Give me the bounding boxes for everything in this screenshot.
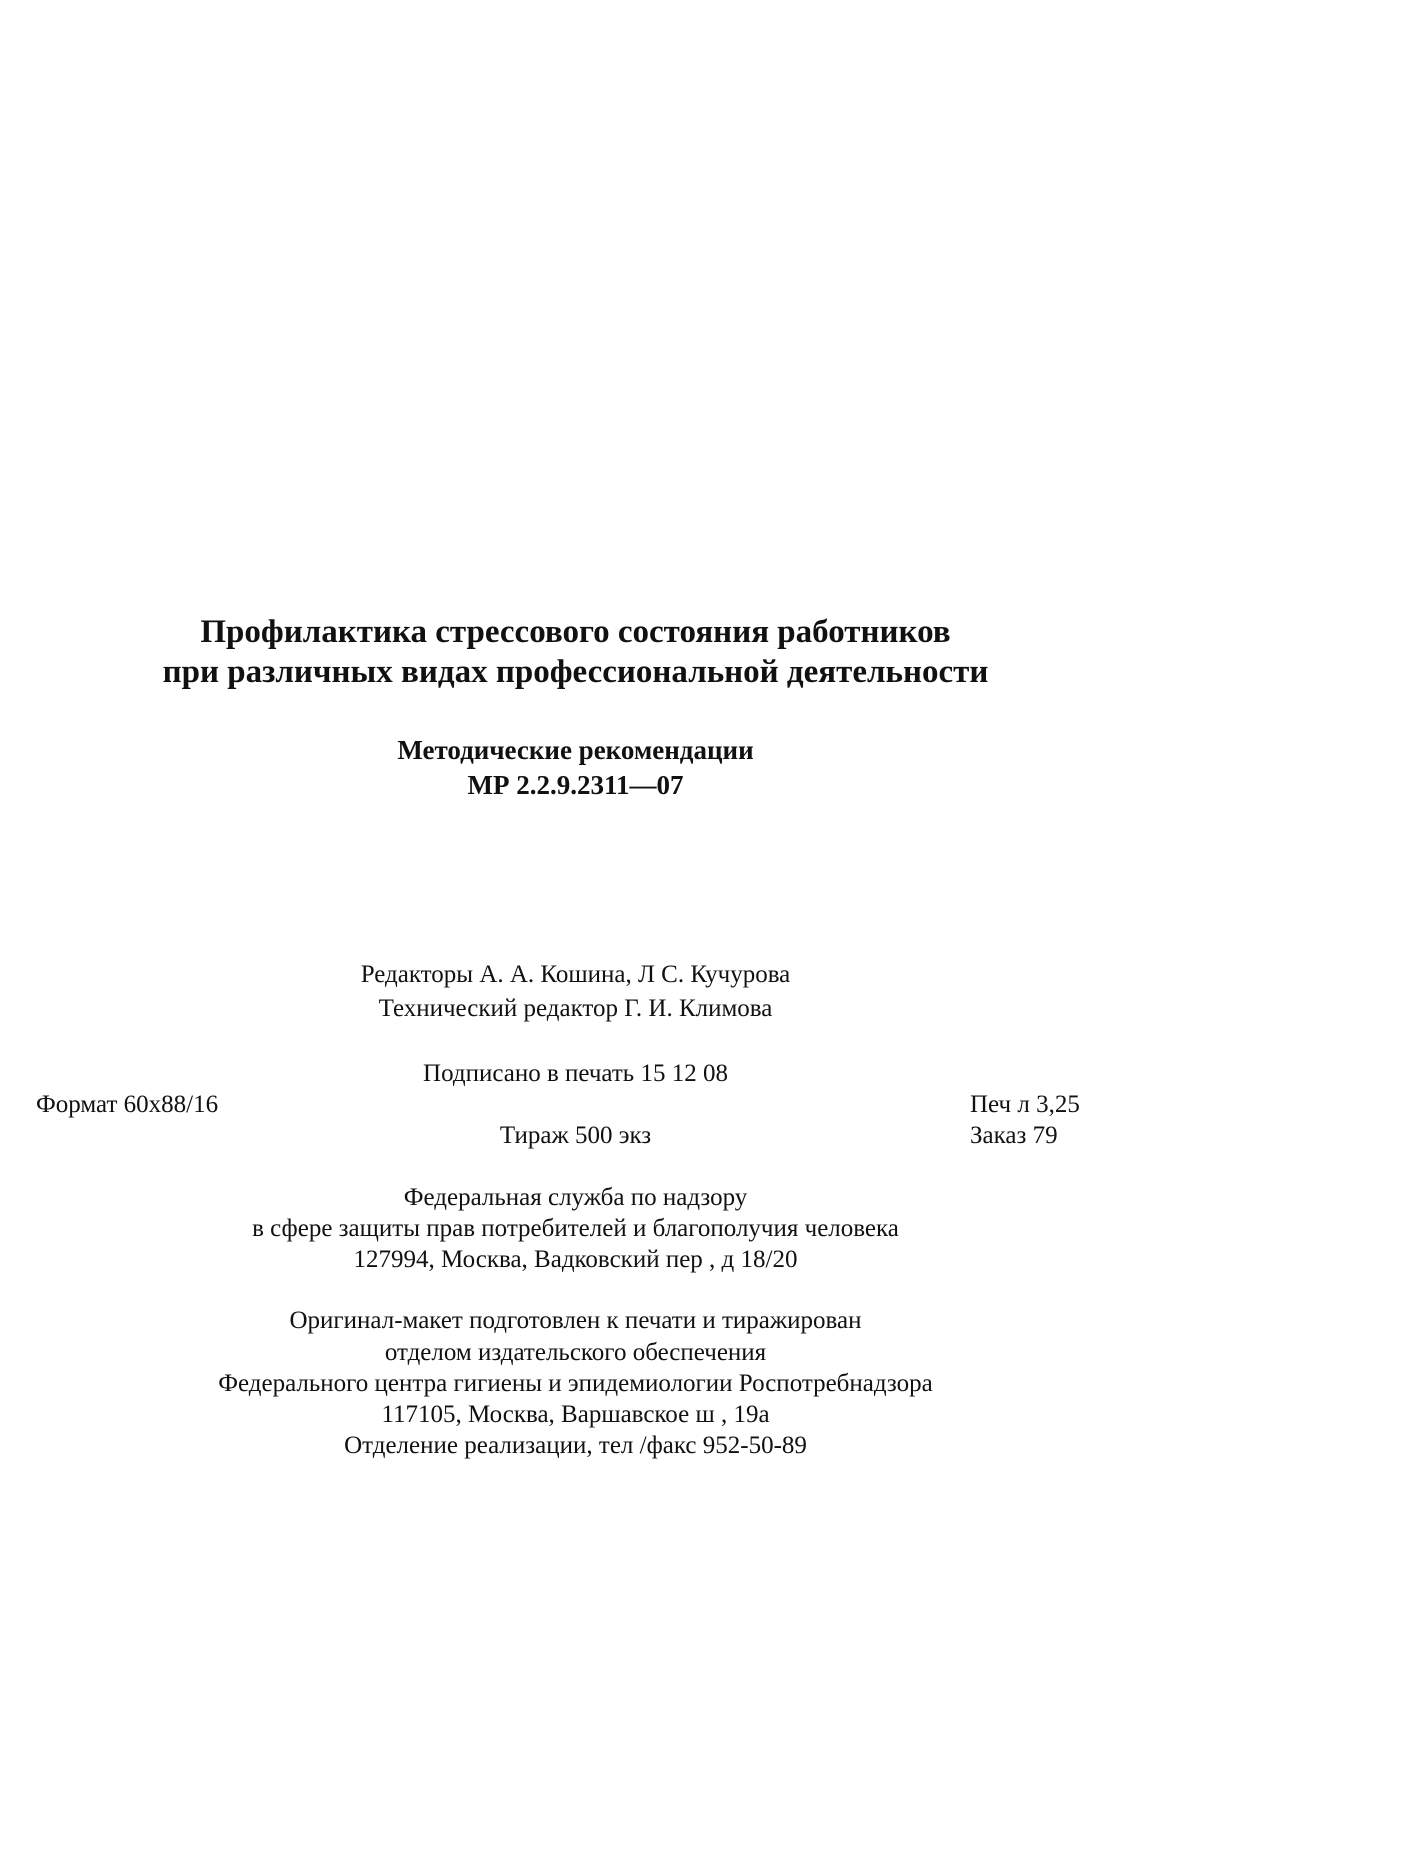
printer-address: 117105, Москва, Варшавское ш , 19а bbox=[381, 1401, 770, 1428]
title-line-2: при различных видах профессиональной деятельности bbox=[162, 654, 989, 690]
tech-editor-line: Технический редактор Г. И. Климова bbox=[378, 995, 773, 1022]
sales-contact: Отделение реализации, тел /факс 952-50-89 bbox=[344, 1432, 807, 1459]
printer-line-3: Федерального центра гигиены и эпидемиологии Роспотребнадзора bbox=[218, 1370, 933, 1397]
order-number: Заказ 79 bbox=[970, 1122, 1058, 1149]
printer-line-2: отделом издательского обеспечения bbox=[384, 1339, 767, 1366]
print-run: Тираж 500 экз bbox=[499, 1122, 652, 1149]
publisher-line-2: в сфере защиты прав потребителей и благополучия человека bbox=[252, 1215, 899, 1242]
editors-line: Редакторы А. А. Кошина, Л С. Кучурова bbox=[360, 961, 791, 988]
doc-type-line-2: МР 2.2.9.2311—07 bbox=[467, 770, 684, 800]
publisher-line-1: Федеральная служба по надзору bbox=[403, 1184, 748, 1211]
printer-line-1: Оригинал-макет подготовлен к печати и тиражирован bbox=[289, 1307, 862, 1334]
doc-type-line-1: Методические рекомендации bbox=[397, 735, 754, 765]
signed-date: Подписано в печать 15 12 08 bbox=[423, 1060, 728, 1087]
sheets-info: Печ л 3,25 bbox=[970, 1091, 1080, 1118]
format-info: Формат 60x88/16 bbox=[36, 1091, 219, 1118]
publisher-address: 127994, Москва, Вадковский пер , д 18/20 bbox=[353, 1246, 798, 1273]
title-line-1: Профилактика стрессового состояния работников bbox=[200, 614, 951, 650]
